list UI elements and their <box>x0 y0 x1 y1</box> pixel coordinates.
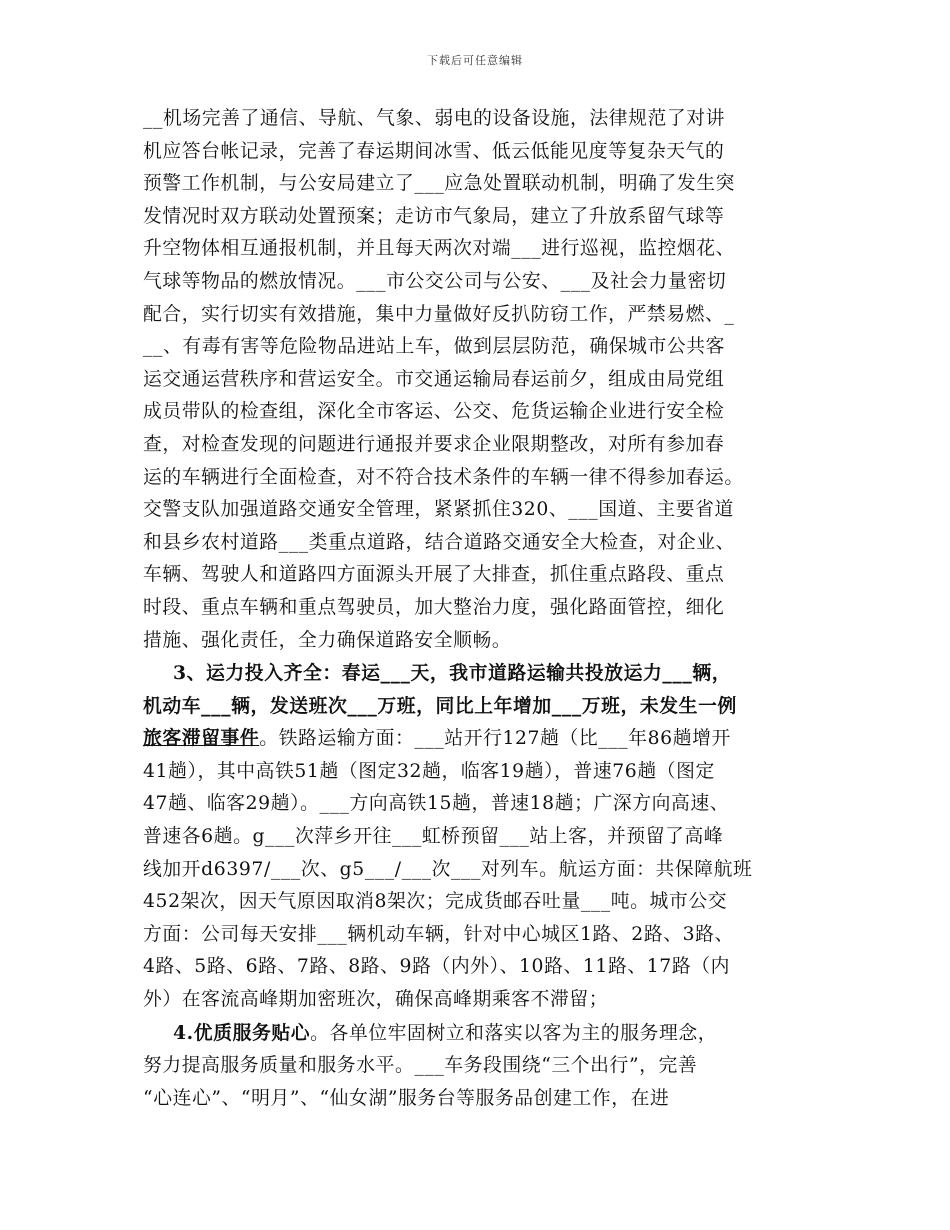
text-line: 41趟），其中高铁51趟（图定32趟，临客19趟），普速76趟（图定 <box>143 760 715 782</box>
text-line: 升空物体相互通报机制，并且每天两次对端___进行巡视，监控烟花、 <box>143 238 736 260</box>
text-line: 外）在客流高峰期加密班次，确保高峰期乘客不滞留； <box>143 989 609 1011</box>
text-line: 气球等物品的燃放情况。___市公交公司与公安、___及社会力量密切 <box>143 270 727 292</box>
text-line <box>143 1017 807 1051</box>
section-heading: 4.优质服务贴心 <box>173 1021 311 1044</box>
text-line: 措施、强化责任，全力确保道路安全顺畅。 <box>143 629 512 651</box>
text-line: 和县乡农村道路___类重点道路，结合道路交通安全大检查，对企业、 <box>143 531 736 553</box>
section-heading-line: 机动车___辆，发送班次___万班，同比上年增加___万班，未发生一例 <box>143 694 737 717</box>
text-line: 努力提高服务质量和服务水平。___车务段围绕“三个出行”，完善 <box>143 1055 698 1077</box>
text-line: 配合，实行切实有效措施，集中力量做好反扒防窃工作，严禁易燃、_ <box>143 303 735 325</box>
text-line: __机场完善了通信、导航、气象、弱电的设备设施，法律规范了对讲 <box>143 108 726 129</box>
text-line <box>143 722 807 756</box>
text-line: 运交通运营秩序和营运安全。市交通运输局春运前夕，组成由局党组 <box>143 368 725 390</box>
text-line: 车辆、驾驶人和道路四方面源头开展了大排查，抓住重点路段、重点 <box>143 564 725 586</box>
text-line: 线加开d6397/___次、g5___/___次___对列车。航运方面：共保障航班 <box>143 858 753 880</box>
text-line: 成员带队的检查组，深化全市客运、公交、危货运输企业进行安全检 <box>143 401 725 423</box>
paragraph-2 <box>143 657 807 1017</box>
text-line: 时段、重点车辆和重点驾驶员，加大整治力度，强化路面管控，细化 <box>143 596 725 618</box>
text-line: 47趟、临客29趟）。___方向高铁15趟，普速18趟；广深方向高速、 <box>143 793 730 815</box>
document-body <box>143 103 807 1115</box>
text-line: __、有毒有害等危险物品进站上车，做到层层防范，确保城市公共客 <box>143 336 726 358</box>
section-heading-line: 3、运力投入齐全：春运___天，我市道路运输共投放运力___辆， <box>173 662 732 685</box>
text-line: 发情况时双方联动处置预案；走访市气象局，建立了升放系留气球等 <box>143 205 725 227</box>
text-line: 普速各6趟。g___次萍乡开往___虹桥预留___站上客，并预留了高峰 <box>143 826 724 848</box>
page-header: 下载后可任意编辑 <box>427 54 523 67</box>
text-line: 4路、5路、6路、7路、8路、9路（内外）、10路、11路、17路（内 <box>143 956 730 978</box>
paragraph-1 <box>143 103 807 657</box>
section-heading-tail: 旅客滞留事件 <box>143 727 260 750</box>
text-line: 运的车辆进行全面检查，对不符合技术条件的车辆一律不得参加春运。 <box>143 466 744 488</box>
text-line: “心连心”、“明月”、“仙女湖”服务台等服务品创建工作，在进 <box>143 1087 670 1109</box>
paragraph-3 <box>143 1017 807 1116</box>
text-segment: 。各单位牢固树立和落实以客为主的服务理念， <box>310 1022 718 1044</box>
text-line: 查，对检查发现的问题进行通报并要求企业限期整改，对所有参加春 <box>143 433 725 455</box>
text-line: 452架次，因天气原因取消8架次；完成货邮吞吐量___吨。城市公交 <box>143 891 728 913</box>
text-line: 机应答台帐记录，完善了春运期间冰雪、低云低能见度等复杂天气的 <box>143 140 725 162</box>
text-line: 方面：公司每天安排___辆机动车辆，针对中心城区1路、2路、3路、 <box>143 923 734 945</box>
text-line: 预警工作机制，与公安局建立了___应急处置联动机制，明确了发生突 <box>143 173 736 195</box>
text-line: 交警支队加强道路交通安全管理，紧紧抓住320、___国道、主要省道 <box>143 499 734 521</box>
text-segment: 。铁路运输方面：___站开行127趟（比___年86趟增开 <box>259 728 731 750</box>
